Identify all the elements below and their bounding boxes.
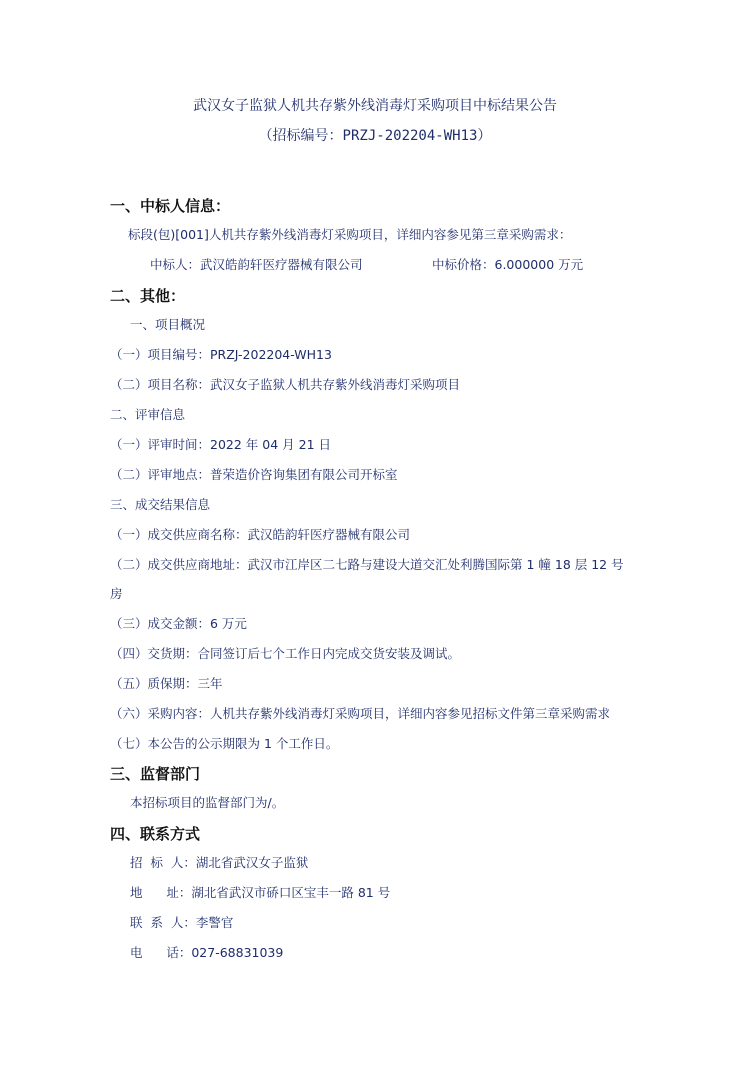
section-heading-supervision: 三、监督部门 [110,765,201,783]
contact-person: 联 系 人：李警官 [130,915,234,930]
tender-number-subtitle: （招标编号：PRZJ-202204-WH13） [258,128,492,144]
supplier-address: （二）成交供应商地址：武汉市江岸区二七路与建设大道交汇处利腾国际第 1 幢 18 层 12 号 [110,557,624,572]
notice-period: （七）本公告的公示期限为 1 个工作日。 [110,736,339,751]
lot-description: 标段(包)[001]人机共存紫外线消毒灯采购项目，详细内容参见第三章采购需求： [128,227,572,242]
subsection-project-overview: 一、项目概况 [130,317,206,332]
subsection-review-info: 二、评审信息 [110,407,186,422]
winning-price: 中标价格：6.000000 万元 [432,257,584,272]
supplier-name: （一）成交供应商名称：武汉皓韵轩医疗器械有限公司 [110,527,411,542]
project-number: （一）项目编号：PRZJ-202204-WH13 [110,347,332,362]
contact-tenderer: 招 标 人：湖北省武汉女子监狱 [130,855,309,870]
contact-phone: 电 话：027-68831039 [130,945,284,960]
supplier-address-continued: 房 [110,586,123,601]
review-time: （一）评审时间：2022 年 04 月 21 日 [110,437,331,452]
deal-amount: （三）成交金额：6 万元 [110,616,247,631]
document-title: 武汉女子监狱人机共存紫外线消毒灯采购项目中标结果公告 [193,98,557,114]
section-heading-other: 二、其他： [110,287,186,305]
section-heading-contact: 四、联系方式 [110,825,201,843]
contact-address: 地 址：湖北省武汉市硚口区宝丰一路 81 号 [130,885,391,900]
procurement-content: （六）采购内容：人机共存紫外线消毒灯采购项目，详细内容参见招标文件第三章采购需求 [110,706,611,721]
delivery-period: （四）交货期：合同签订后七个工作日内完成交货安装及调试。 [110,646,461,661]
section-heading-winner-info: 一、中标人信息： [110,197,231,215]
review-place: （二）评审地点：普荣造价咨询集团有限公司开标室 [110,467,398,482]
project-name: （二）项目名称：武汉女子监狱人机共存紫外线消毒灯采购项目 [110,377,461,392]
subsection-result-info: 三、成交结果信息 [110,497,211,512]
warranty-period: （五）质保期：三年 [110,676,223,691]
supervision-text: 本招标项目的监督部门为/。 [130,795,285,810]
winner-name: 中标人：武汉皓韵轩医疗器械有限公司 [150,257,363,272]
